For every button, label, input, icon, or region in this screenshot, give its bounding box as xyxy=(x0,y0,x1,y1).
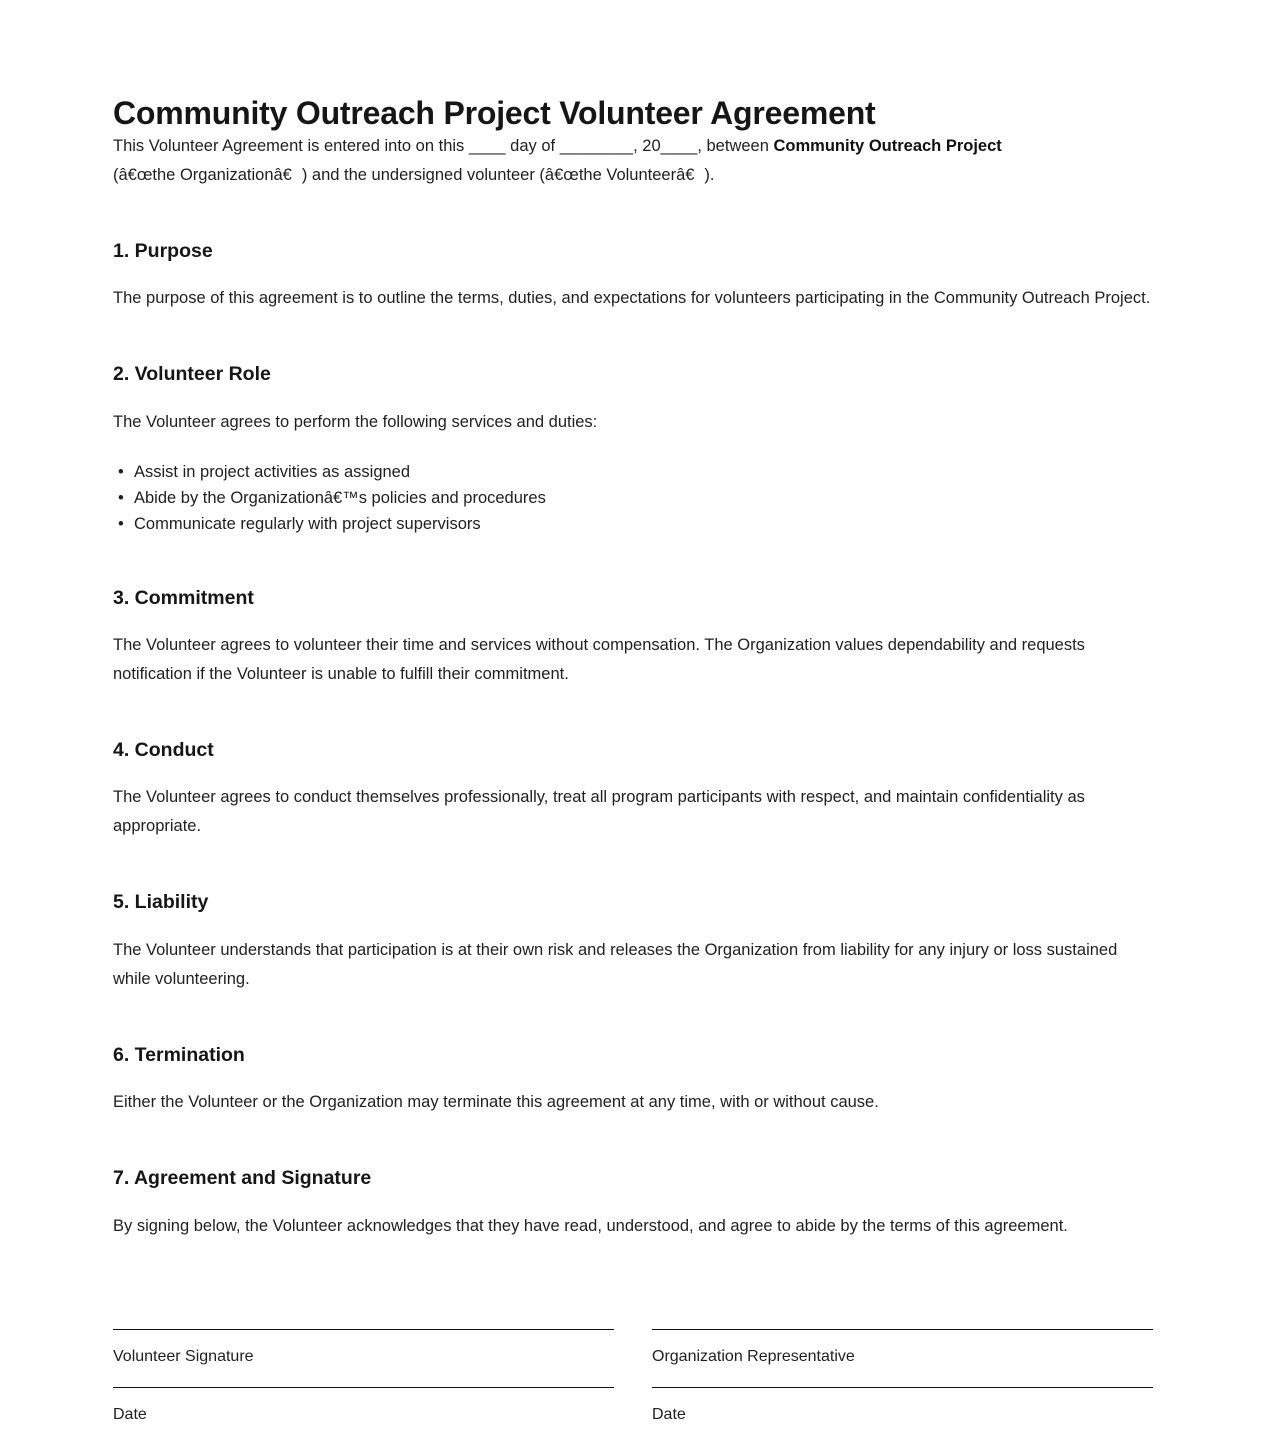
section-body-termination: Either the Volunteer or the Organization may terminate this agreement at any time, with or without cause. xyxy=(113,1093,879,1112)
list-item xyxy=(113,459,1153,485)
section-heading-commitment: 3. Commitment xyxy=(113,586,254,609)
signature-block xyxy=(113,1329,1153,1445)
heading-spacer xyxy=(113,263,1153,284)
heading-spacer xyxy=(113,387,1153,408)
section-spacer xyxy=(113,1117,1153,1167)
list-item xyxy=(113,511,1153,537)
section-heading-agreement-signature: 7. Agreement and Signature xyxy=(113,1167,372,1190)
list-item xyxy=(113,485,1153,511)
section-body-purpose: The purpose of this agreement is to outline the terms, duties, and expectations for volunteers participating in the Community Outreach Project. xyxy=(113,289,1151,308)
signature-date-row xyxy=(113,1387,1153,1445)
list-item-label: Communicate regularly with project supervisors xyxy=(134,514,481,533)
section-body-commitment: The Volunteer agrees to volunteer their time and services without compensation. The Organization values dependability and requests notification if the Volunteer is unable to fulfill their commitment. xyxy=(113,635,1085,683)
section-heading-liability: 5. Liability xyxy=(113,891,209,914)
list-item-label: Abide by the Organizationâ€™s policies and procedures xyxy=(134,488,546,507)
duties-list xyxy=(113,459,1153,537)
organization-name: Community Outreach Project xyxy=(773,136,1002,155)
section-spacer xyxy=(113,689,1153,739)
section-spacer xyxy=(113,994,1153,1044)
organization-date-label: Date xyxy=(652,1405,686,1423)
heading-spacer xyxy=(113,915,1153,936)
document-body xyxy=(113,0,1153,1445)
intro-text-before-org: This Volunteer Agreement is entered into on this ____ day of ________, 20____, between xyxy=(113,136,774,155)
section-spacer xyxy=(113,190,1153,240)
bullet-icon: • xyxy=(118,514,124,533)
volunteer-date-field[interactable] xyxy=(113,1387,614,1445)
organization-representative-field[interactable] xyxy=(652,1329,1153,1387)
intro-paragraph xyxy=(113,132,1043,190)
list-item-label: Assist in project activities as assigned xyxy=(134,462,411,481)
section-spacer xyxy=(113,537,1153,587)
section-body-liability: The Volunteer understands that participation is at their own risk and releases the Organization from liability for any injury or loss sustained while volunteering. xyxy=(113,940,1118,988)
section-body-agreement-signature: By signing below, the Volunteer acknowledges that they have read, understood, and agree to abide by the terms of this agreement. xyxy=(113,1216,1068,1235)
section-body-volunteer-role: The Volunteer agrees to perform the following services and duties: xyxy=(113,412,598,431)
organization-representative-label: Organization Representative xyxy=(652,1347,855,1365)
heading-spacer xyxy=(113,610,1153,631)
section-heading-volunteer-role: 2. Volunteer Role xyxy=(113,363,271,386)
section-spacer xyxy=(113,313,1153,363)
section-heading-purpose: 1. Purpose xyxy=(113,239,213,262)
intro-text-after-org: (â€œthe Organizationâ€) and the undersigned volunteer (â€œthe Volunteerâ€). xyxy=(113,165,715,184)
heading-spacer xyxy=(113,1067,1153,1088)
volunteer-signature-field[interactable] xyxy=(113,1329,614,1387)
section-heading-conduct: 4. Conduct xyxy=(113,738,214,761)
section-heading-termination: 6. Termination xyxy=(113,1043,245,1066)
volunteer-signature-label: Volunteer Signature xyxy=(113,1347,254,1365)
heading-spacer xyxy=(113,1191,1153,1212)
bullet-icon: • xyxy=(118,488,124,507)
section-body-conduct: The Volunteer agrees to conduct themselves professionally, treat all program participants with respect, and maintain confidentiality as appropriate. xyxy=(113,788,1085,836)
volunteer-date-label: Date xyxy=(113,1405,147,1423)
page-title: Community Outreach Project Volunteer Agreement xyxy=(113,95,876,131)
section-spacer xyxy=(113,841,1153,891)
organization-date-field[interactable] xyxy=(652,1387,1153,1445)
signature-name-row xyxy=(113,1329,1153,1387)
heading-spacer xyxy=(113,762,1153,783)
bullet-icon: • xyxy=(118,462,124,481)
